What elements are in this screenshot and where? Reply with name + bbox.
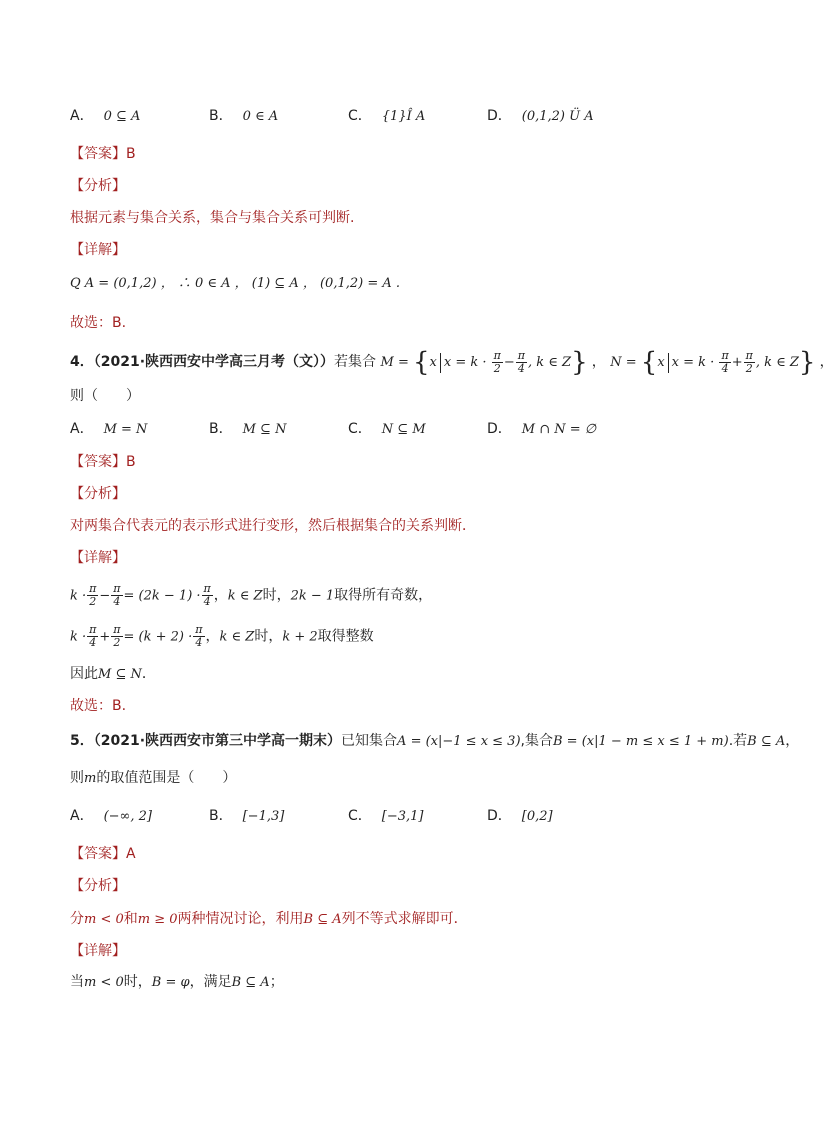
option-expr: [−1,3] [242, 809, 285, 824]
fraction: $\frac{\pi}{2}$ [113, 623, 121, 649]
fraction: $\frac{\pi}{4}$ [203, 582, 211, 608]
right-brace: } [571, 347, 588, 378]
set-bar [440, 353, 441, 373]
q3-option-c: C． {1}Î A [348, 108, 426, 124]
q3-analysis: 根据元素与集合关系，集合与集合关系可判断. [70, 210, 355, 226]
fraction: $\frac{\pi}{2}$ [89, 582, 97, 608]
fraction: $\frac{\pi}{2}$ [493, 349, 501, 375]
q5-option-b: B． [−1,3] [209, 808, 285, 824]
option-expr: [0,2] [521, 809, 553, 824]
q4-source: （2021·陕西西安中学高三月考（文）） [93, 354, 335, 370]
q3-conclusion: 故选：B. [70, 315, 127, 331]
option-expr: {1}Î A [381, 109, 426, 124]
option-expr: N ⊆ M [381, 422, 426, 437]
q5-answer: 【答案】A [70, 846, 136, 862]
q5-analysis: 分m < 0和m ≥ 0两种情况讨论，利用B ⊆ A列不等式求解即可． [70, 911, 468, 927]
q3-answer: 【答案】B [70, 146, 136, 162]
q5-option-a: A． (−∞, 2] [70, 808, 152, 824]
option-expr: M ⊆ N [242, 422, 287, 437]
fraction: $\frac{\pi}{4}$ [517, 349, 526, 375]
q5-stem: 5．（2021·陕西西安市第三中学高一期末）已知集合A = (x|−1 ≤ x ≤ 3),集合B = (x|1 − m ≤ x ≤ 1 + m).若B ⊆ A， [70, 733, 800, 749]
option-expr: (−∞, 2] [103, 809, 152, 824]
set-m: M = {x x = k · $\frac{\pi}{2}$ − $\frac{\pi}{4}$ , k ∈ Z} [380, 347, 588, 378]
q3-option-b: B． 0 ∈ A [209, 108, 279, 124]
fraction: $\frac{\pi}{4}$ [113, 582, 121, 608]
q5-stem-b: 则m的取值范围是（ ） [70, 770, 237, 786]
q3-detail: Q A = (0,1,2) ， ∴ 0 ∈ A ， (1) ⊆ A ， (0,1,2) = A . [70, 276, 401, 291]
q4-analysis: 对两集合代表元的表示形式进行变形，然后根据集合的关系判断． [70, 518, 476, 534]
q4-detail-tag: 【详解】 [70, 550, 126, 566]
option-expr: [−3,1] [381, 809, 424, 824]
q5-number: 5． [70, 733, 94, 749]
q4-detail-line-3: 因此M ⊆ N． [70, 666, 156, 682]
q3-analysis-tag: 【分析】 [70, 178, 126, 194]
option-expr: M ∩ N = ∅ [521, 422, 597, 437]
q4-number: 4． [70, 354, 94, 370]
fraction: $\frac{\pi}{4}$ [721, 349, 729, 375]
q3-detail-tag: 【详解】 [70, 242, 126, 258]
q5-option-c: C． [−3,1] [348, 808, 424, 824]
right-brace: } [798, 347, 816, 378]
q5-option-d: D． [0,2] [487, 808, 553, 824]
fraction: $\frac{\pi}{4}$ [89, 623, 97, 649]
left-brace: { [412, 347, 430, 378]
q4-option-b: B． M ⊆ N [209, 421, 287, 437]
q4-conclusion: 故选：B. [70, 698, 127, 714]
q5-detail: 当m < 0时，B = φ，满足B ⊆ A； [70, 974, 284, 990]
q4-analysis-tag: 【分析】 [70, 486, 126, 502]
q4-detail-line-1: k · $\frac{\pi}{2}$ − $\frac{\pi}{4}$ = (2k − 1) · $\frac{\pi}{4}$ ，k ∈ Z时，2k − 1取得所有奇数， [70, 582, 433, 608]
left-brace: { [640, 347, 658, 378]
option-expr: 0 ⊆ A [103, 109, 141, 124]
q5-analysis-tag: 【分析】 [70, 878, 126, 894]
fraction: $\frac{\pi}{4}$ [195, 623, 203, 649]
q4-option-c: C． N ⊆ M [348, 421, 426, 437]
q4-stem: 4．（2021·陕西西安中学高三月考（文））若集合 M = {x x = k · $\frac{\pi}{2}$ − $\frac{\pi}{4}$ , k ∈ Z} ， N = {x x = k · $\frac{\pi}{4}$ + $\frac{\pi}{2}$ , k ∈ Z} ， [70, 347, 834, 378]
option-expr: M = N [103, 422, 148, 437]
option-expr: (0,1,2) Ü A [521, 109, 594, 124]
q5-source: （2021·陕西西安市第三中学高一期末） [93, 733, 342, 749]
set-n: N = {x x = k · $\frac{\pi}{4}$ + $\frac{\pi}{2}$ , k ∈ Z} [610, 347, 816, 378]
q4-option-a: A． M = N [70, 421, 148, 437]
set-b: B = (x|1 − m ≤ x ≤ 1 + m) [552, 734, 729, 749]
q4-answer: 【答案】B [70, 454, 136, 470]
q3-option-a: A． 0 ⊆ A [70, 108, 141, 124]
option-expr: 0 ∈ A [242, 109, 279, 124]
set-bar [668, 353, 669, 373]
fraction: $\frac{\pi}{2}$ [745, 349, 753, 375]
q4-option-d: D． M ∩ N = ∅ [487, 421, 597, 437]
q3-option-d: D． (0,1,2) Ü A [487, 108, 594, 124]
q4-detail-line-2: k · $\frac{\pi}{4}$ + $\frac{\pi}{2}$ = (k + 2) · $\frac{\pi}{4}$ ，k ∈ Z时，k + 2取得整数 [70, 623, 374, 649]
q4-stem-b: 则（ ） [70, 388, 140, 404]
q5-detail-tag: 【详解】 [70, 943, 126, 959]
set-a: A = (x|−1 ≤ x ≤ 3) [397, 734, 521, 749]
